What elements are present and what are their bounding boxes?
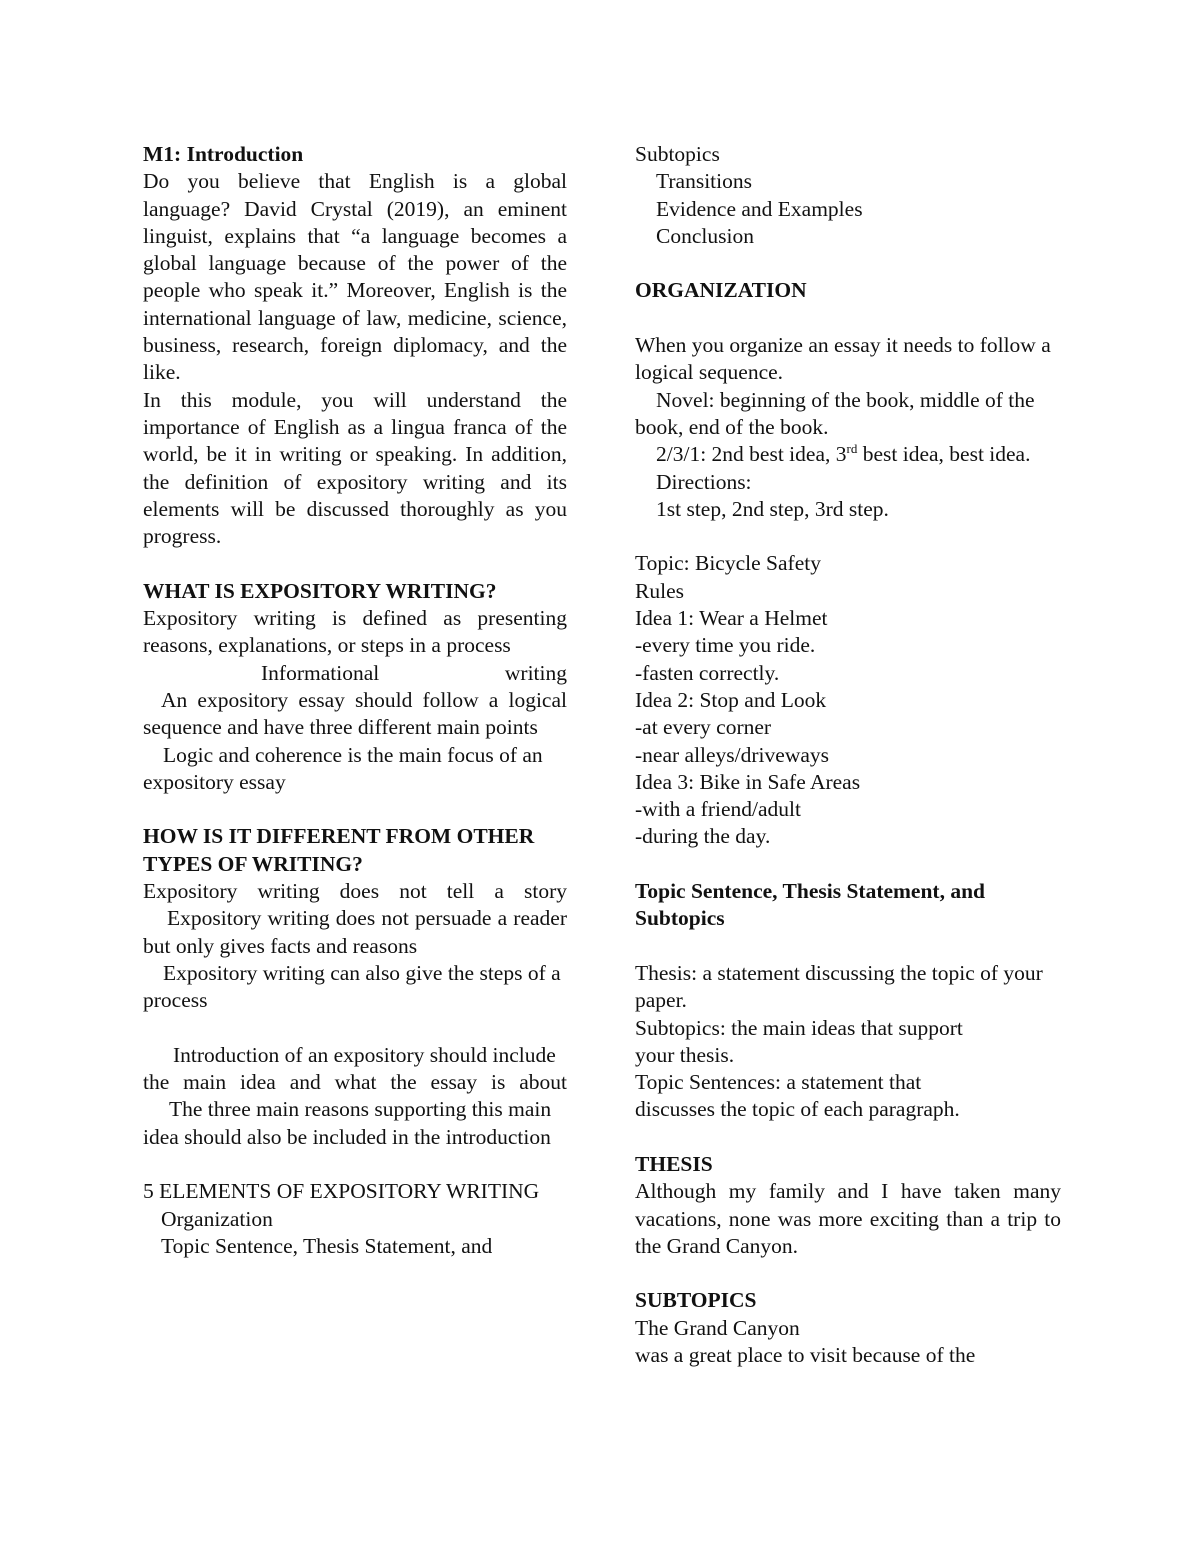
element-topic-sentence: Topic Sentence, Thesis Statement, and [161, 1233, 493, 1258]
subtopics-label: Subtopics [635, 142, 720, 166]
element-organization: Organization [161, 1206, 273, 1231]
spacer [143, 550, 567, 577]
topic-line: -during the day. [635, 824, 771, 849]
topic-line: Idea 2: Stop and Look [635, 687, 827, 712]
expository-definition: Expository writing is defined as presenting reasons, explanations, or steps in a process [143, 606, 567, 658]
thesis-heading: THESIS [635, 1151, 713, 1176]
topic-sentences-definition: Topic Sentences: a statement that discusses the topic of each paragraph. [635, 1070, 960, 1122]
spacer [143, 1151, 567, 1178]
intro-include-2: the main idea and what the essay is about [143, 1070, 567, 1095]
informational-writing-line [143, 660, 567, 687]
topic-line: Idea 1: Wear a Helmet [635, 606, 828, 631]
topic-line: Rules [635, 578, 684, 603]
element-conclusion: Conclusion [656, 223, 754, 248]
intro-paragraph-1: Do you believe that English is a global language? David Crystal (2019), an eminent linguist, explains that “a language becomes a global language because of the power of the people who speak it.” Moreover, English is the international language of law, medicine, science, business, research, foreign diplomacy, and the like. [143, 169, 567, 385]
left-column [143, 141, 567, 1260]
subtopics-definition: Subtopics: the main ideas that support your thesis. [635, 1015, 963, 1067]
intro-paragraph-2: In this module, you will understand the importance of English as a lingua franca of the world, be it in writing or speaking. In addition, the definition of expository writing and its elements will be discussed thoroughly as you progress. [143, 387, 567, 549]
subtopics-heading: SUBTOPICS [635, 1288, 757, 1313]
spacer [635, 305, 1061, 332]
topic-sentence-heading: Topic Sentence, Thesis Statement, and Subtopics [635, 879, 986, 931]
spacer [635, 933, 1061, 960]
elements-heading: 5 ELEMENTS OF EXPOSITORY WRITING [143, 1179, 540, 1204]
spacer [635, 523, 1061, 550]
thesis-definition: Thesis: a statement discussing the topic of your paper. [635, 960, 1043, 1013]
element-evidence: Evidence and Examples [656, 196, 863, 221]
topic-line: Idea 3: Bike in Safe Areas [635, 769, 861, 794]
organization-paragraph: When you organize an essay it needs to follow a logical sequence. [635, 333, 1051, 385]
organization-231: 2/3/1: 2nd best idea, 3rd best idea, best idea. [656, 441, 1031, 467]
topic-line: -every time you ride. [635, 633, 816, 658]
organization-steps: 1st step, 2nd step, 3rd step. [656, 496, 889, 521]
bullet-logic-coherence: Logic and coherence is the main focus of an expository essay [143, 742, 543, 794]
spacer [635, 1124, 1061, 1151]
subtopics-example-2: was a great place to visit because of the [635, 1343, 976, 1368]
spacer [635, 1260, 1061, 1287]
bullet-logical-sequence: An expository essay should follow a logical sequence and have three different main points [143, 687, 567, 740]
topic-line: Topic: Bicycle Safety [635, 551, 821, 576]
difference-line-2: Expository writing does not persuade a reader but only gives facts and reasons [143, 906, 567, 958]
spacer [635, 851, 1061, 878]
topic-line: -with a friend/adult [635, 797, 801, 822]
informational-word: Informational [261, 660, 380, 685]
spacer [635, 250, 1061, 277]
writing-word: writing [504, 660, 567, 685]
difference-line-1: Expository writing does not tell a story [143, 879, 567, 904]
organization-heading: ORGANIZATION [635, 278, 807, 303]
organization-novel: Novel: beginning of the book, middle of the book, end of the book. [635, 387, 1035, 439]
intro-include-3: The three main reasons supporting this main [169, 1097, 552, 1122]
subtopics-example-1: The Grand Canyon [635, 1315, 800, 1340]
organization-directions: Directions: [656, 469, 752, 494]
intro-include-4: idea should also be included in the introduction [143, 1124, 551, 1149]
how-different-heading: HOW IS IT DIFFERENT FROM OTHER TYPES OF WRITING? [143, 824, 535, 876]
spacer [143, 1015, 567, 1042]
element-transitions: Transitions [656, 169, 752, 194]
difference-line-3: Expository writing can also give the steps of a process [143, 960, 561, 1013]
module-heading: M1: Introduction [143, 142, 304, 166]
topic-line: -at every corner [635, 715, 772, 740]
thesis-example: Although my family and I have taken many vacations, none was more exciting than a trip to the Grand Canyon. [635, 1179, 1061, 1258]
what-is-heading: WHAT IS EXPOSITORY WRITING? [143, 578, 497, 603]
topic-line: -fasten correctly. [635, 660, 780, 685]
spacer [143, 796, 567, 823]
right-column [635, 141, 1061, 1369]
topic-line: -near alleys/driveways [635, 742, 830, 767]
intro-include-1: Introduction of an expository should include [173, 1042, 556, 1067]
